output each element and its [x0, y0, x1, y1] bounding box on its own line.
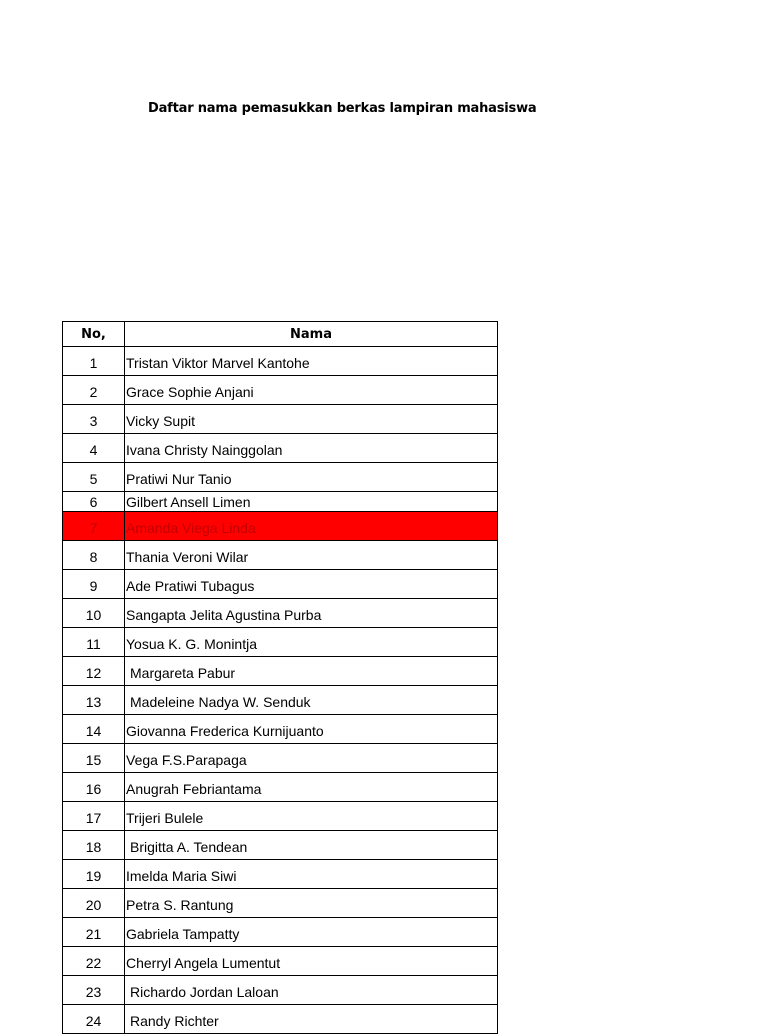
row-name: Ade Pratiwi Tubagus — [125, 570, 498, 599]
row-name: Vicky Supit — [125, 405, 498, 434]
table-row — [63, 570, 498, 599]
row-name: Brigitta A. Tendean — [125, 831, 498, 860]
row-number: 7 — [63, 512, 125, 541]
row-number: 13 — [63, 686, 125, 715]
row-number: 15 — [63, 744, 125, 773]
table-row — [63, 599, 498, 628]
row-number: 6 — [63, 492, 125, 512]
row-name: Yosua K. G. Monintja — [125, 628, 498, 657]
row-name: Gabriela Tampatty — [125, 918, 498, 947]
row-number: 18 — [63, 831, 125, 860]
row-number: 2 — [63, 376, 125, 405]
row-name: Gilbert Ansell Limen — [125, 492, 498, 512]
student-table — [62, 321, 498, 1034]
row-number: 17 — [63, 802, 125, 831]
row-name: Grace Sophie Anjani — [125, 376, 498, 405]
row-name: Petra S. Rantung — [125, 889, 498, 918]
row-number: 12 — [63, 657, 125, 686]
row-number: 4 — [63, 434, 125, 463]
table-row — [63, 918, 498, 947]
row-name: Thania Veroni Wilar — [125, 541, 498, 570]
table-row — [63, 657, 498, 686]
row-number: 8 — [63, 541, 125, 570]
row-name: Sangapta Jelita Agustina Purba — [125, 599, 498, 628]
row-number: 11 — [63, 628, 125, 657]
table-row-highlighted — [63, 512, 498, 541]
table-row — [63, 376, 498, 405]
table-row — [63, 947, 498, 976]
row-number: 14 — [63, 715, 125, 744]
row-name: Amanda Viega Linda — [125, 512, 498, 541]
row-name: Richardo Jordan Laloan — [125, 976, 498, 1005]
row-name: Giovanna Frederica Kurnijuanto — [125, 715, 498, 744]
row-name: Vega F.S.Parapaga — [125, 744, 498, 773]
table-row — [63, 744, 498, 773]
row-number: 16 — [63, 773, 125, 802]
table-row — [63, 802, 498, 831]
row-number: 5 — [63, 463, 125, 492]
row-name: Randy Richter — [125, 1005, 498, 1034]
row-number: 1 — [63, 347, 125, 376]
row-name: Tristan Viktor Marvel Kantohe — [125, 347, 498, 376]
row-number: 3 — [63, 405, 125, 434]
row-number: 20 — [63, 889, 125, 918]
table-row — [63, 347, 498, 376]
table-header-row — [63, 322, 498, 347]
row-name: Trijeri Bulele — [125, 802, 498, 831]
row-name: Madeleine Nadya W. Senduk — [125, 686, 498, 715]
document-title: Daftar nama pemasukkan berkas lampiran mahasiswa — [148, 101, 537, 116]
row-number: 22 — [63, 947, 125, 976]
row-number: 9 — [63, 570, 125, 599]
row-name: Pratiwi Nur Tanio — [125, 463, 498, 492]
table-row — [63, 492, 498, 512]
row-name: Cherryl Angela Lumentut — [125, 947, 498, 976]
table-row — [63, 434, 498, 463]
row-number: 10 — [63, 599, 125, 628]
row-number: 19 — [63, 860, 125, 889]
table-row — [63, 541, 498, 570]
table-row — [63, 463, 498, 492]
table-row — [63, 773, 498, 802]
table-row — [63, 686, 498, 715]
row-number: 24 — [63, 1005, 125, 1034]
table-row — [63, 889, 498, 918]
table-row — [63, 628, 498, 657]
table-row — [63, 860, 498, 889]
row-number: 21 — [63, 918, 125, 947]
table-row — [63, 976, 498, 1005]
row-name: Margareta Pabur — [125, 657, 498, 686]
table-row — [63, 831, 498, 860]
row-number: 23 — [63, 976, 125, 1005]
row-name: Imelda Maria Siwi — [125, 860, 498, 889]
header-no: No, — [63, 322, 125, 347]
table-row — [63, 715, 498, 744]
table-row — [63, 405, 498, 434]
header-name: Nama — [125, 322, 498, 347]
row-name: Anugrah Febriantama — [125, 773, 498, 802]
row-name: Ivana Christy Nainggolan — [125, 434, 498, 463]
table-row — [63, 1005, 498, 1034]
